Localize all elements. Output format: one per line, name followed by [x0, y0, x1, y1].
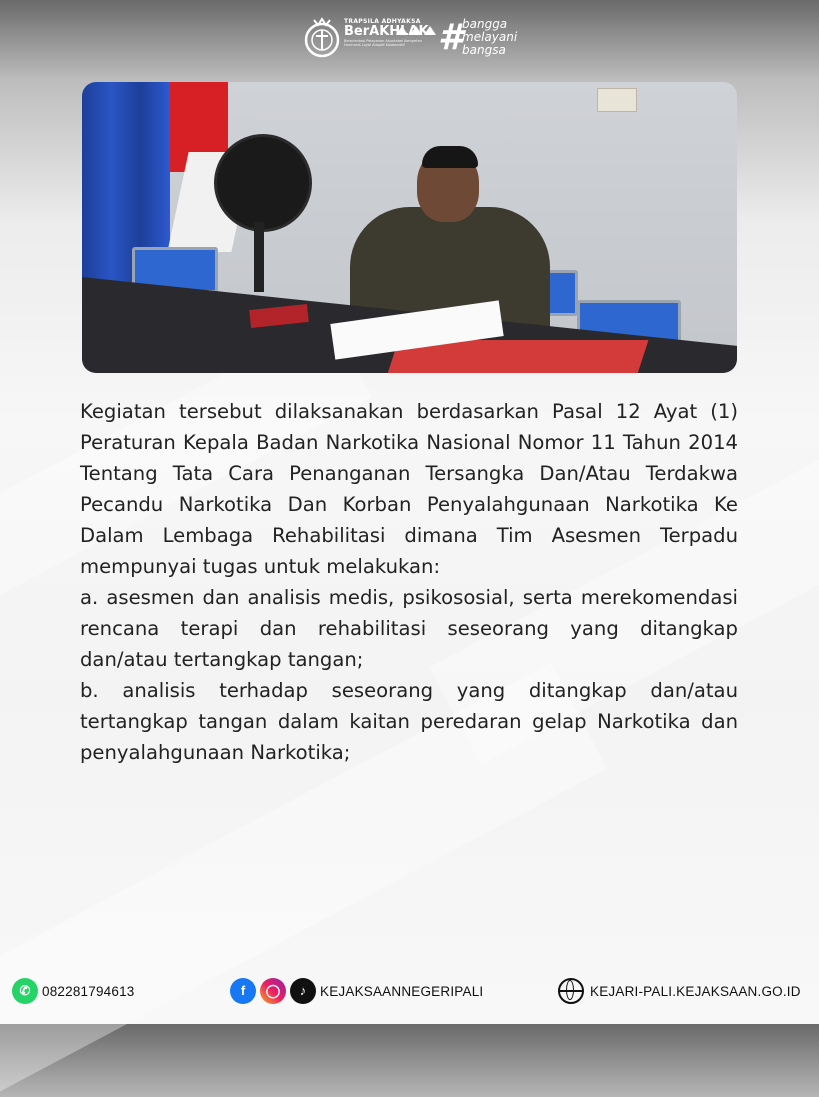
facebook-icon: f	[230, 978, 256, 1004]
body-paragraph: Kegiatan tersebut dilaksanakan berdasarkan Pasal 12 Ayat (1) Peraturan Kepala Badan Narkotika Nasional Nomor 11 Tahun 2014 Tentang Tata Cara Penanganan Tersangka Dan/Atau Terdakwa Pecandu Narkotika Dan Korban Penyalahgunaan Narkotika Ke Dalam Lembaga Rehabilitasi dimana Tim Asesmen Terpadu mempunyai tugas untuk melakukan:	[80, 400, 738, 578]
footer-bar	[0, 972, 819, 1012]
globe-icon	[558, 978, 584, 1004]
berakhlak-logo	[344, 18, 436, 62]
slogan-line: melayani	[462, 30, 518, 44]
website-url: KEJARI-PALI.KEJAKSAAN.GO.ID	[590, 983, 801, 999]
phone-number: 082281794613	[42, 983, 135, 999]
triangle-icon	[396, 26, 408, 35]
header-banner	[0, 0, 819, 78]
website-link[interactable]	[558, 978, 801, 1004]
slogan-line: bangsa	[462, 43, 506, 57]
slogan-line: bangga	[462, 17, 508, 31]
triangle-icon	[424, 26, 436, 35]
instagram-icon: ◯	[260, 978, 286, 1004]
brand-subtitle: Berorientasi Pelayanan Akuntabel Kompeten Harmonis Loyal Adaptif Kolaboratif	[344, 39, 422, 47]
kejaksaan-emblem-icon	[302, 16, 342, 60]
social-media-contact[interactable]	[230, 978, 483, 1004]
office-meeting-photo	[82, 82, 737, 373]
phone-contact[interactable]	[12, 978, 135, 1004]
slogan	[462, 18, 517, 57]
triangle-icon	[410, 26, 422, 35]
list-item-b: b. analisis terhadap seseorang yang ditangkap dan/atau tertangkap tangan dalam kaitan peredaran gelap Narkotika dan penyalahgunaan Narkotika;	[80, 679, 738, 764]
whatsapp-icon: ✆	[12, 978, 38, 1004]
list-item-a: a. asesmen dan analisis medis, psikososial, serta merekomendasi rencana terapi dan rehabilitasi seseorang yang ditangkap dan/atau tertangkap tangan;	[80, 586, 738, 671]
brand-name: BerAKHLAK	[344, 24, 429, 39]
article-body	[80, 396, 738, 768]
hashtag-symbol: #	[438, 17, 464, 58]
social-handle: KEJAKSAANNEGERIPALI	[320, 983, 484, 999]
tagline-small: TRAPSILA ADHYAKSA	[344, 18, 421, 25]
tiktok-icon: ♪	[290, 978, 316, 1004]
